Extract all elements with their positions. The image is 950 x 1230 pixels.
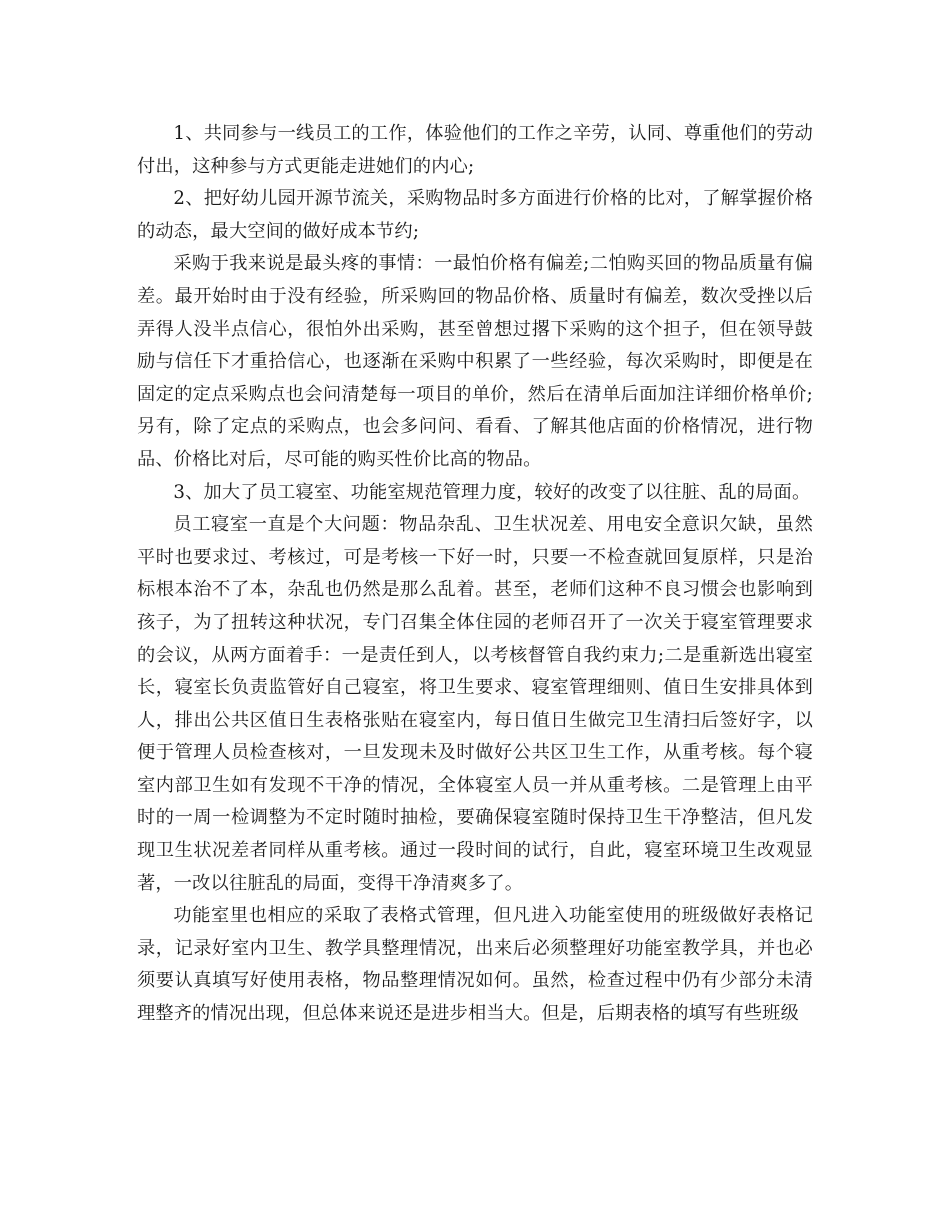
paragraph-procurement: 采购于我来说是最头疼的事情：一最怕价格有偏差;二怕购买回的物品质量有偏差。最开始时由于没有经验，所采购回的物品价格、质量时有偏差，数次受挫以后弄得人没半点信心，很怕外出采购，甚至曾想过撂下采购的这个担子，但在领导鼓励与信任下才重拾信心，也逐渐在采购中积累了一些经验，每次采购时，即便是在固定的定点采购点也会问清楚每一项目的单价，然后在清单后面加注详细价格单价;另有，除了定点的采购点，也会多问问、看看、了解其他店面的价格情况，进行物品、价格比对后，尽可能的购买性价比高的物品。 [137, 253, 813, 470]
document-body [137, 118, 813, 1031]
paragraph-dormitory: 员工寝室一直是个大问题：物品杂乱、卫生状况差、用电安全意识欠缺，虽然平时也要求过、考核过，可是考核一下好一时，只要一不检查就回复原样，只是治标根本治不了本，杂乱也仍然是那么乱着。甚至，老师们这种不良习惯会也影响到孩子，为了扭转这种状况，专门召集全体住园的老师召开了一次关于寝室管理要求的会议，从两方面着手：一是责任到人，以考核督管自我约束力;二是重新选出寝室长，寝室长负责监管好自己寝室，将卫生要求、寝室管理细则、值日生安排具体到人，排出公共区值日生表格张贴在寝室内，每日值日生做完卫生清扫后签好字，以便于管理人员检查核对，一旦发现未及时做好公共区卫生工作，从重考核。每个寝室内部卫生如有发现不干净的情况，全体寝室人员一并从重考核。二是管理上由平时的一周一检调整为不定时随时抽检，要确保寝室随时保持卫生干净整洁，但凡发现卫生状况差者同样从重考核。通过一段时间的试行，自此，寝室环境卫生改观显著，一改以往脏乱的局面，变得干净清爽多了。 [137, 514, 813, 894]
paragraph-item-3: 3、加大了员工寝室、功能室规范管理力度，较好的改变了以往脏、乱的局面。 [173, 481, 811, 503]
paragraph-function-room: 功能室里也相应的采取了表格式管理，但凡进入功能室使用的班级做好表格记录，记录好室内卫生、教学具整理情况，出来后必须整理好功能室教学具，并也必须要认真填写好使用表格，物品整理情况如何。虽然，检查过程中仍有少部分未清理整齐的情况出现，但总体来说还是进步相当大。但是，后期表格的填写有些班级 [137, 905, 813, 1025]
paragraph-item-2: 2、把好幼儿园开源节流关，采购物品时多方面进行价格的比对，了解掌握价格的动态，最大空间的做好成本节约; [137, 188, 813, 242]
paragraph-item-1: 1、共同参与一线员工的工作，体验他们的工作之辛劳，认同、尊重他们的劳动付出，这种参与方式更能走进她们的内心; [137, 123, 813, 177]
